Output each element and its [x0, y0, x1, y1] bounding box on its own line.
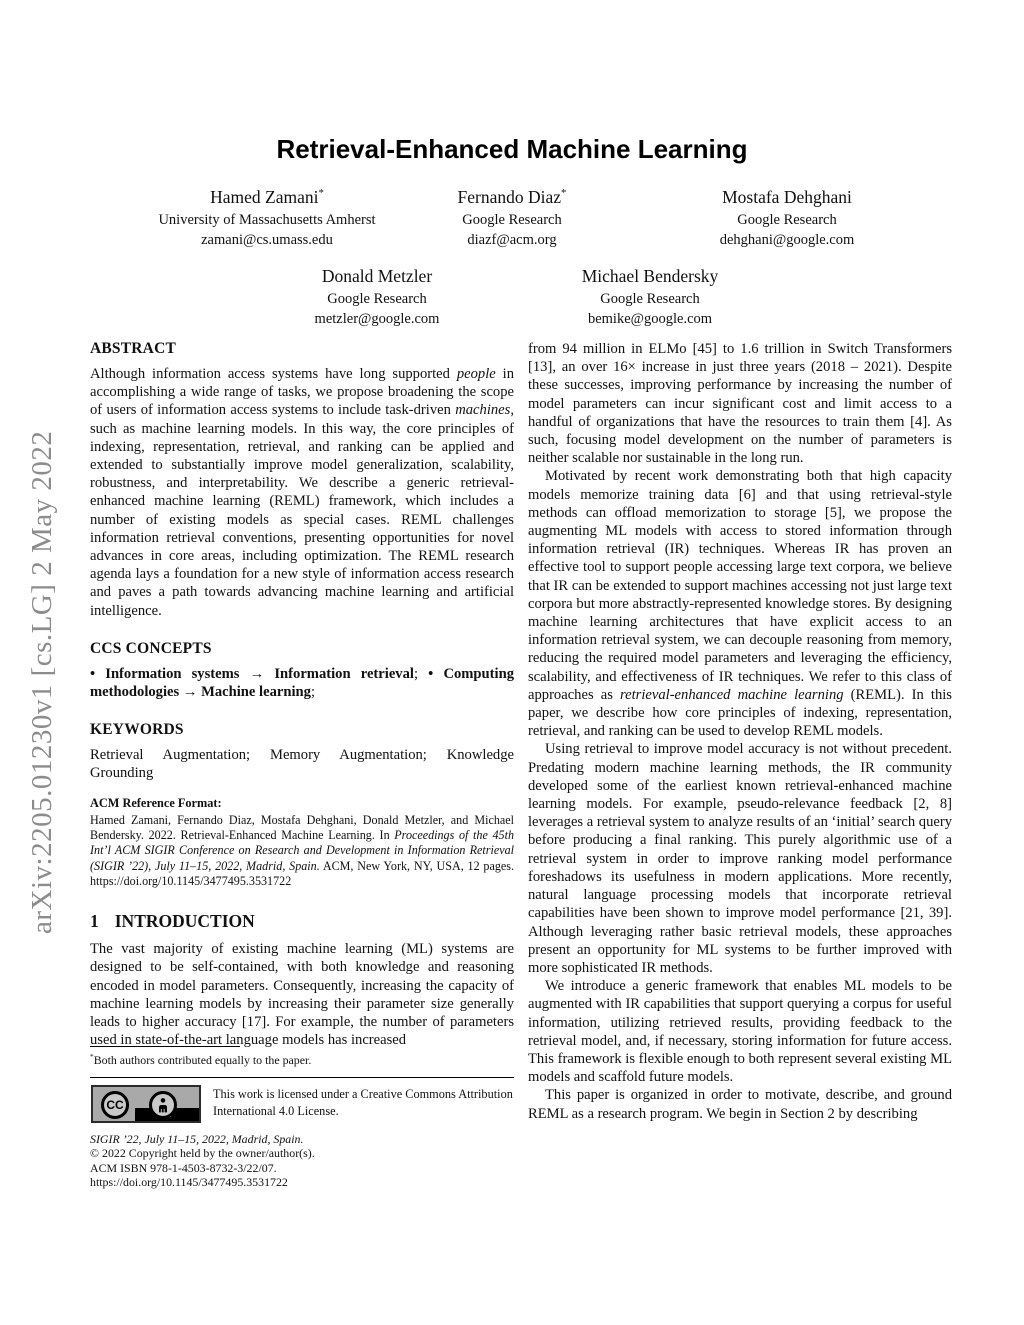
author-name-text: Donald Metzler: [321, 266, 433, 286]
colophon: [90, 1132, 514, 1189]
author-footnote-marker: *: [318, 187, 324, 200]
author-email: bemike@google.com: [587, 311, 713, 327]
author-name-text: Fernando Diaz: [457, 187, 562, 207]
author-email: dehghani@google.com: [719, 232, 855, 248]
author-name-text: Michael Bendersky: [581, 266, 719, 286]
venue-line: SIGIR ’22, July 11–15, 2022, Madrid, Spain.: [90, 1132, 304, 1146]
acm-reference-text: Hamed Zamani, Fernando Diaz, Mostafa Dehghani, Donald Metzler, and Michael Bendersky. 2022. Retrieval-Enhanced Machine Learning. In Proceedings of the 45th Int’l ACM SIGIR Conference on Research and Development in Information Retrieval (SIGIR ’22), July 11–15, 2022, Madrid, Spain. ACM, New York, NY, USA, 12 pages. https://doi.org/10.1145/3477495.3531722: [90, 812, 514, 888]
body-paragraph: from 94 million in ELMo [45] to 1.6 trillion in Switch Transformers [13], an over 16× increase in just three years (2018 – 2021). Despite these successes, improving performance by increasing the number of model parameters can incur significant cost and limit access to a handful of organizations that have the resources to train them [4]. As such, focusing model development on the number of parameters is neither scalable nor sustainable in the long run.: [528, 341, 952, 467]
author-affiliation: Google Research: [462, 212, 562, 228]
body-paragraph: Motivated by recent work demonstrating both that high capacity models memorize training data [6] and that using retrieval-style methods can offload memorization to storage [5], we propose the augmenting ML models with access to stored information through information retrieval (IR) techniques. Whereas IR has proven an effective tool to support people accessing large text corpora, we believe that IR can be extended to support machines accessing not just large text corpora but more abstractly-represented knowledge stores. By designing machine learning architectures that have explicit access to an information retrieval system, we can decouple reasoning from memory, reducing the required model parameters and leveraging the efficiency, scalability, and effectiveness of IR techniques. We refer to this class of approaches as retrieval-enhanced machine learning (REML). In this paper, we describe how core principles of indexing, representation, retrieval, and ranking can be used to develop REML models.: [528, 468, 952, 740]
license-divider: [90, 1077, 514, 1078]
author-name: [637, 187, 937, 208]
license-text: This work is licensed under a Creative Commons Attribution International 4.0 License.: [213, 1087, 513, 1118]
keywords-text: Retrieval Augmentation; Memory Augmentation; Knowledge Grounding: [90, 747, 514, 782]
author-block: [227, 266, 527, 329]
author-affiliation: Google Research: [600, 291, 700, 307]
footnote-marker: *: [90, 1052, 94, 1061]
isbn-line: ACM ISBN 978-1-4503-8732-3/22/07.: [90, 1160, 277, 1175]
abstract-heading: ABSTRACT: [90, 340, 177, 357]
author-name: [500, 266, 800, 287]
right-column: [528, 340, 952, 1123]
abstract-text: Although information access systems have long supported people in accomplishing a wide range of tasks, we propose broadening the scope of users of information access systems to include task-driven machines, such as machine learning models. In this way, the core principles of indexing, representation, retrieval, and ranking can be applied and extended to substantially improve model generalization, scalability, robustness, and interpretability. We describe a generic retrieval-enhanced machine learning (REML) framework, which includes a number of existing models as special cases. REML challenges information retrieval conventions, presenting opportunities for novel advances in core areas, including optimization. The REML research agenda lays a foundation for a new style of information access research and paves a path towards advancing machine learning and artificial intelligence.: [90, 366, 515, 619]
author-email: metzler@google.com: [314, 311, 440, 327]
ccs-text: • Information systems → Information retrieval; • Computing methodologies → Machine learning;: [90, 665, 514, 701]
keywords-heading: KEYWORDS: [90, 721, 184, 739]
author-block: [500, 266, 800, 329]
cc-attribution-person-icon: [149, 1091, 177, 1119]
author-footnote-marker: *: [561, 187, 567, 200]
doi-line: https://doi.org/10.1145/3477495.3531722: [90, 1174, 288, 1189]
cc-logo-icon: CC: [101, 1091, 129, 1119]
section-title: INTRODUCTION: [114, 911, 255, 932]
footnote-rule: [90, 1046, 240, 1047]
left-column: [90, 340, 514, 1049]
introduction-heading: [90, 911, 514, 932]
author-affiliation: University of Massachusetts Amherst: [158, 212, 376, 228]
author-affiliation: Google Research: [327, 291, 427, 307]
arxiv-watermark: arXiv:2205.01230v1 [cs.LG] 2 May 2022: [26, 430, 58, 934]
author-name-text: Hamed Zamani: [210, 187, 319, 207]
author-affiliation: Google Research: [737, 212, 837, 228]
author-name: [227, 266, 527, 287]
body-paragraph: We introduce a generic framework that enables ML models to be augmented with IR capabilities that support querying a corpus for useful information, utilizing retrieved results, providing feedback to the retrieval model, and, if necessary, storing information for future access. This framework is flexible enough to both represent several existing ML models and scaffold future models.: [528, 978, 952, 1086]
body-paragraph: This paper is organized in order to motivate, describe, and ground REML as a research program. We begin in Section 2 by describing: [528, 1087, 952, 1122]
ccs-heading: CCS CONCEPTS: [90, 639, 212, 657]
cc-by-license-badge: [91, 1085, 201, 1123]
paper-title: Retrieval-Enhanced Machine Learning: [276, 134, 748, 164]
acm-reference-heading: ACM Reference Format:: [90, 795, 222, 810]
copyright-line: © 2022 Copyright held by the owner/author(s).: [90, 1146, 315, 1161]
person-icon: [156, 1097, 170, 1113]
author-email: zamani@cs.umass.edu: [201, 232, 333, 248]
footnote: [90, 1052, 514, 1068]
author-email: diazf@acm.org: [467, 232, 557, 248]
author-block: [362, 187, 662, 250]
author-name: [362, 187, 662, 208]
introduction-text: The vast majority of existing machine learning (ML) systems are designed to be self-contained, with both knowledge and reasoning encoded in model parameters. Consequently, increasing the capacity of machine learning models by increasing their parameter size generally leads to higher accuracy [17]. For example, the number of parameters used in state-of-the-art language models has increased: [90, 941, 514, 1049]
author-name-text: Mostafa Dehghani: [722, 187, 852, 207]
footnote-text: Both authors contributed equally to the paper.: [93, 1052, 312, 1067]
section-number: 1: [90, 911, 99, 932]
author-block: [637, 187, 937, 250]
body-paragraph: Using retrieval to improve model accuracy is not without precedent. Predating modern machine learning methods, the IR community developed some of the earliest known retrieval-enhanced machine learning models. For example, pseudo-relevance feedback [2, 8] leverages a retrieval system to analyze results of an ‘initial’ search query before producing a final ranking. This purely algorithmic use of a retrieval system in order to improve ranking model performance foreshadows its usefulness in modern applications. More recently, natural language processing models that incorporate retrieval capabilities have been shown to improve model performance [21, 39]. Although leveraging rather basic retrieval models, these approaches present an opportunity for ML systems to be further improved with more sophisticated IR methods.: [528, 741, 952, 976]
